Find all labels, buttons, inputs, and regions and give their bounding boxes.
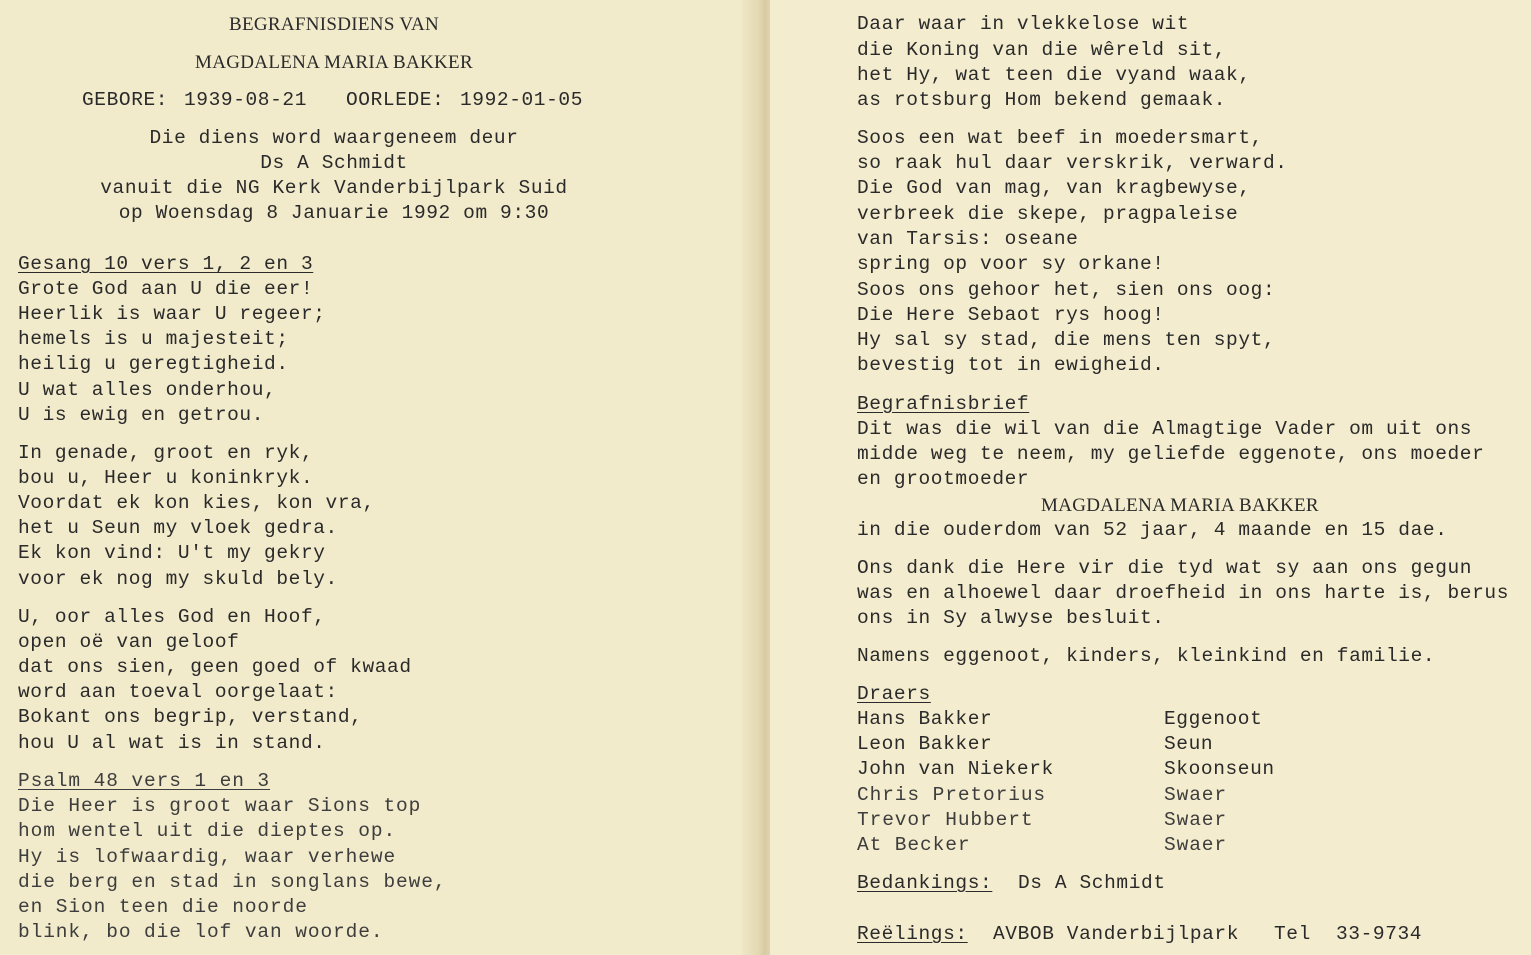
psalm-line: die Koning van die wêreld sit, xyxy=(857,39,1227,61)
service-line: vanuit die NG Kerk Vanderbijlpark Suid xyxy=(100,177,568,199)
died-label: OORLEDE: xyxy=(346,89,445,111)
born-label: GEBORE: xyxy=(82,89,169,111)
arrangements-label: Reëlings: xyxy=(857,923,968,945)
psalm-line: Hy is lofwaardig, waar verhewe xyxy=(18,846,397,868)
hymn-line: In genade, groot en ryk, xyxy=(18,442,314,464)
psalm-line: Soos ons gehoor het, sien ons oog: xyxy=(857,279,1276,301)
psalm-line: Die Here Sebaot rys hoog! xyxy=(857,304,1165,326)
bearer-name: Hans Bakker xyxy=(857,708,993,730)
hymn-line: Voordat ek kon kies, kon vra, xyxy=(18,492,375,514)
hymn-heading: Gesang 10 vers 1, 2 en 3 xyxy=(18,253,314,275)
bearer-relation: Swaer xyxy=(1164,809,1228,831)
thanks-line: Ons dank die Here vir die tyd wat sy aan ons gegun xyxy=(857,557,1473,579)
service-title: BEGRAFNISDIENS VAN xyxy=(228,14,440,35)
thanks-label: Bedankings: xyxy=(857,872,993,894)
hymn-line: U wat alles onderhou, xyxy=(18,379,277,401)
age-line: in die ouderdom van 52 jaar, 4 maande en 15 dae. xyxy=(857,519,1448,541)
hymn-line: hou U al wat is in stand. xyxy=(18,732,326,754)
born-date: 1939-08-21 xyxy=(184,89,308,111)
on-behalf-line: Namens eggenoot, kinders, kleinkind en familie. xyxy=(857,645,1436,667)
letter-line: en grootmoeder xyxy=(857,468,1030,490)
psalm-line: Daar waar in vlekkelose wit xyxy=(857,13,1190,35)
psalm-line: so raak hul daar verskrik, verward. xyxy=(857,152,1288,174)
psalm-line: blink, bo die lof van woorde. xyxy=(18,921,384,943)
thanks-line: ons in Sy alwyse besluit. xyxy=(857,607,1165,629)
psalm-line: Die Heer is groot waar Sions top xyxy=(18,795,422,817)
bearer-relation: Swaer xyxy=(1164,834,1228,856)
tel-label: Tel xyxy=(1274,923,1311,945)
service-line: Die diens word waargeneem deur xyxy=(149,127,519,149)
letter-line: Dit was die wil van die Almagtige Vader om uit ons xyxy=(857,418,1473,440)
bearer-name: Leon Bakker xyxy=(857,733,993,755)
psalm-line: Die God van mag, van kragbewyse, xyxy=(857,177,1251,199)
hymn-line: hemels is u majesteit; xyxy=(18,328,289,350)
hymn-line: Heerlik is waar U regeer; xyxy=(18,303,326,325)
deceased-name: MAGDALENA MARIA BAKKER xyxy=(195,52,473,73)
thanks-value: Ds A Schmidt xyxy=(1018,872,1166,894)
psalm-line: die berg en stad in songlans bewe, xyxy=(18,871,447,893)
psalm-line: Hy sal sy stad, die mens ten spyt, xyxy=(857,329,1276,351)
hymn-line: word aan toeval oorgelaat: xyxy=(18,681,338,703)
letter-line: midde weg te neem, my geliefde eggenote, ons moeder xyxy=(857,443,1485,465)
letter-deceased-name: MAGDALENA MARIA BAKKER xyxy=(1041,495,1319,516)
psalm-line: spring op voor sy orkane! xyxy=(857,253,1165,275)
hymn-line: open oë van geloof xyxy=(18,631,240,653)
service-line: Ds A Schmidt xyxy=(260,152,408,174)
hymn-line: heilig u geregtigheid. xyxy=(18,353,289,375)
psalm-line: as rotsburg Hom bekend gemaak. xyxy=(857,89,1227,111)
bearer-relation: Seun xyxy=(1164,733,1214,755)
hymn-line: dat ons sien, geen goed of kwaad xyxy=(18,656,412,678)
hymn-line: Ek kon vind: U't my gekry xyxy=(18,542,326,564)
bearer-relation: Swaer xyxy=(1164,784,1228,806)
bearers-heading: Draers xyxy=(857,683,931,705)
psalm-line: Soos een wat beef in moedersmart, xyxy=(857,127,1263,149)
hymn-line: U is ewig en getrou. xyxy=(18,404,265,426)
hymn-line: voor ek nog my skuld bely. xyxy=(18,568,338,590)
hymn-line: het u Seun my vloek gedra. xyxy=(18,517,338,539)
psalm-line: en Sion teen die noorde xyxy=(18,896,308,918)
letter-heading: Begrafnisbrief xyxy=(857,393,1030,415)
hymn-line: bou u, Heer u koninkryk. xyxy=(18,467,314,489)
bearer-name: At Becker xyxy=(857,834,971,856)
died-date: 1992-01-05 xyxy=(460,89,584,111)
bearer-name: Chris Pretorius xyxy=(857,784,1047,806)
hymn-line: U, oor alles God en Hoof, xyxy=(18,606,326,628)
psalm-line: bevestig tot in ewigheid. xyxy=(857,354,1165,376)
psalm-line: hom wentel uit die dieptes op. xyxy=(18,820,397,842)
bearer-relation: Skoonseun xyxy=(1164,758,1275,780)
right-page xyxy=(770,0,1531,955)
bearer-name: John van Niekerk xyxy=(857,758,1054,780)
tel-number: 33-9734 xyxy=(1336,923,1423,945)
hymn-line: Grote God aan U die eer! xyxy=(18,278,314,300)
hymn-line: Bokant ons begrip, verstand, xyxy=(18,706,363,728)
psalm-line: verbreek die skepe, pragpaleise xyxy=(857,203,1239,225)
psalm-line: van Tarsis: oseane xyxy=(857,228,1079,250)
service-line: op Woensdag 8 Januarie 1992 om 9:30 xyxy=(118,202,550,224)
arrangements-value: AVBOB Vanderbijlpark xyxy=(993,923,1240,945)
thanks-line: was en alhoewel daar droefheid in ons harte is, berus xyxy=(857,582,1510,604)
psalm-heading: Psalm 48 vers 1 en 3 xyxy=(18,770,271,792)
bearer-relation: Eggenoot xyxy=(1164,708,1263,730)
left-page xyxy=(0,0,760,955)
bearer-name: Trevor Hubbert xyxy=(857,809,1034,831)
psalm-line: het Hy, wat teen die vyand waak, xyxy=(857,64,1251,86)
